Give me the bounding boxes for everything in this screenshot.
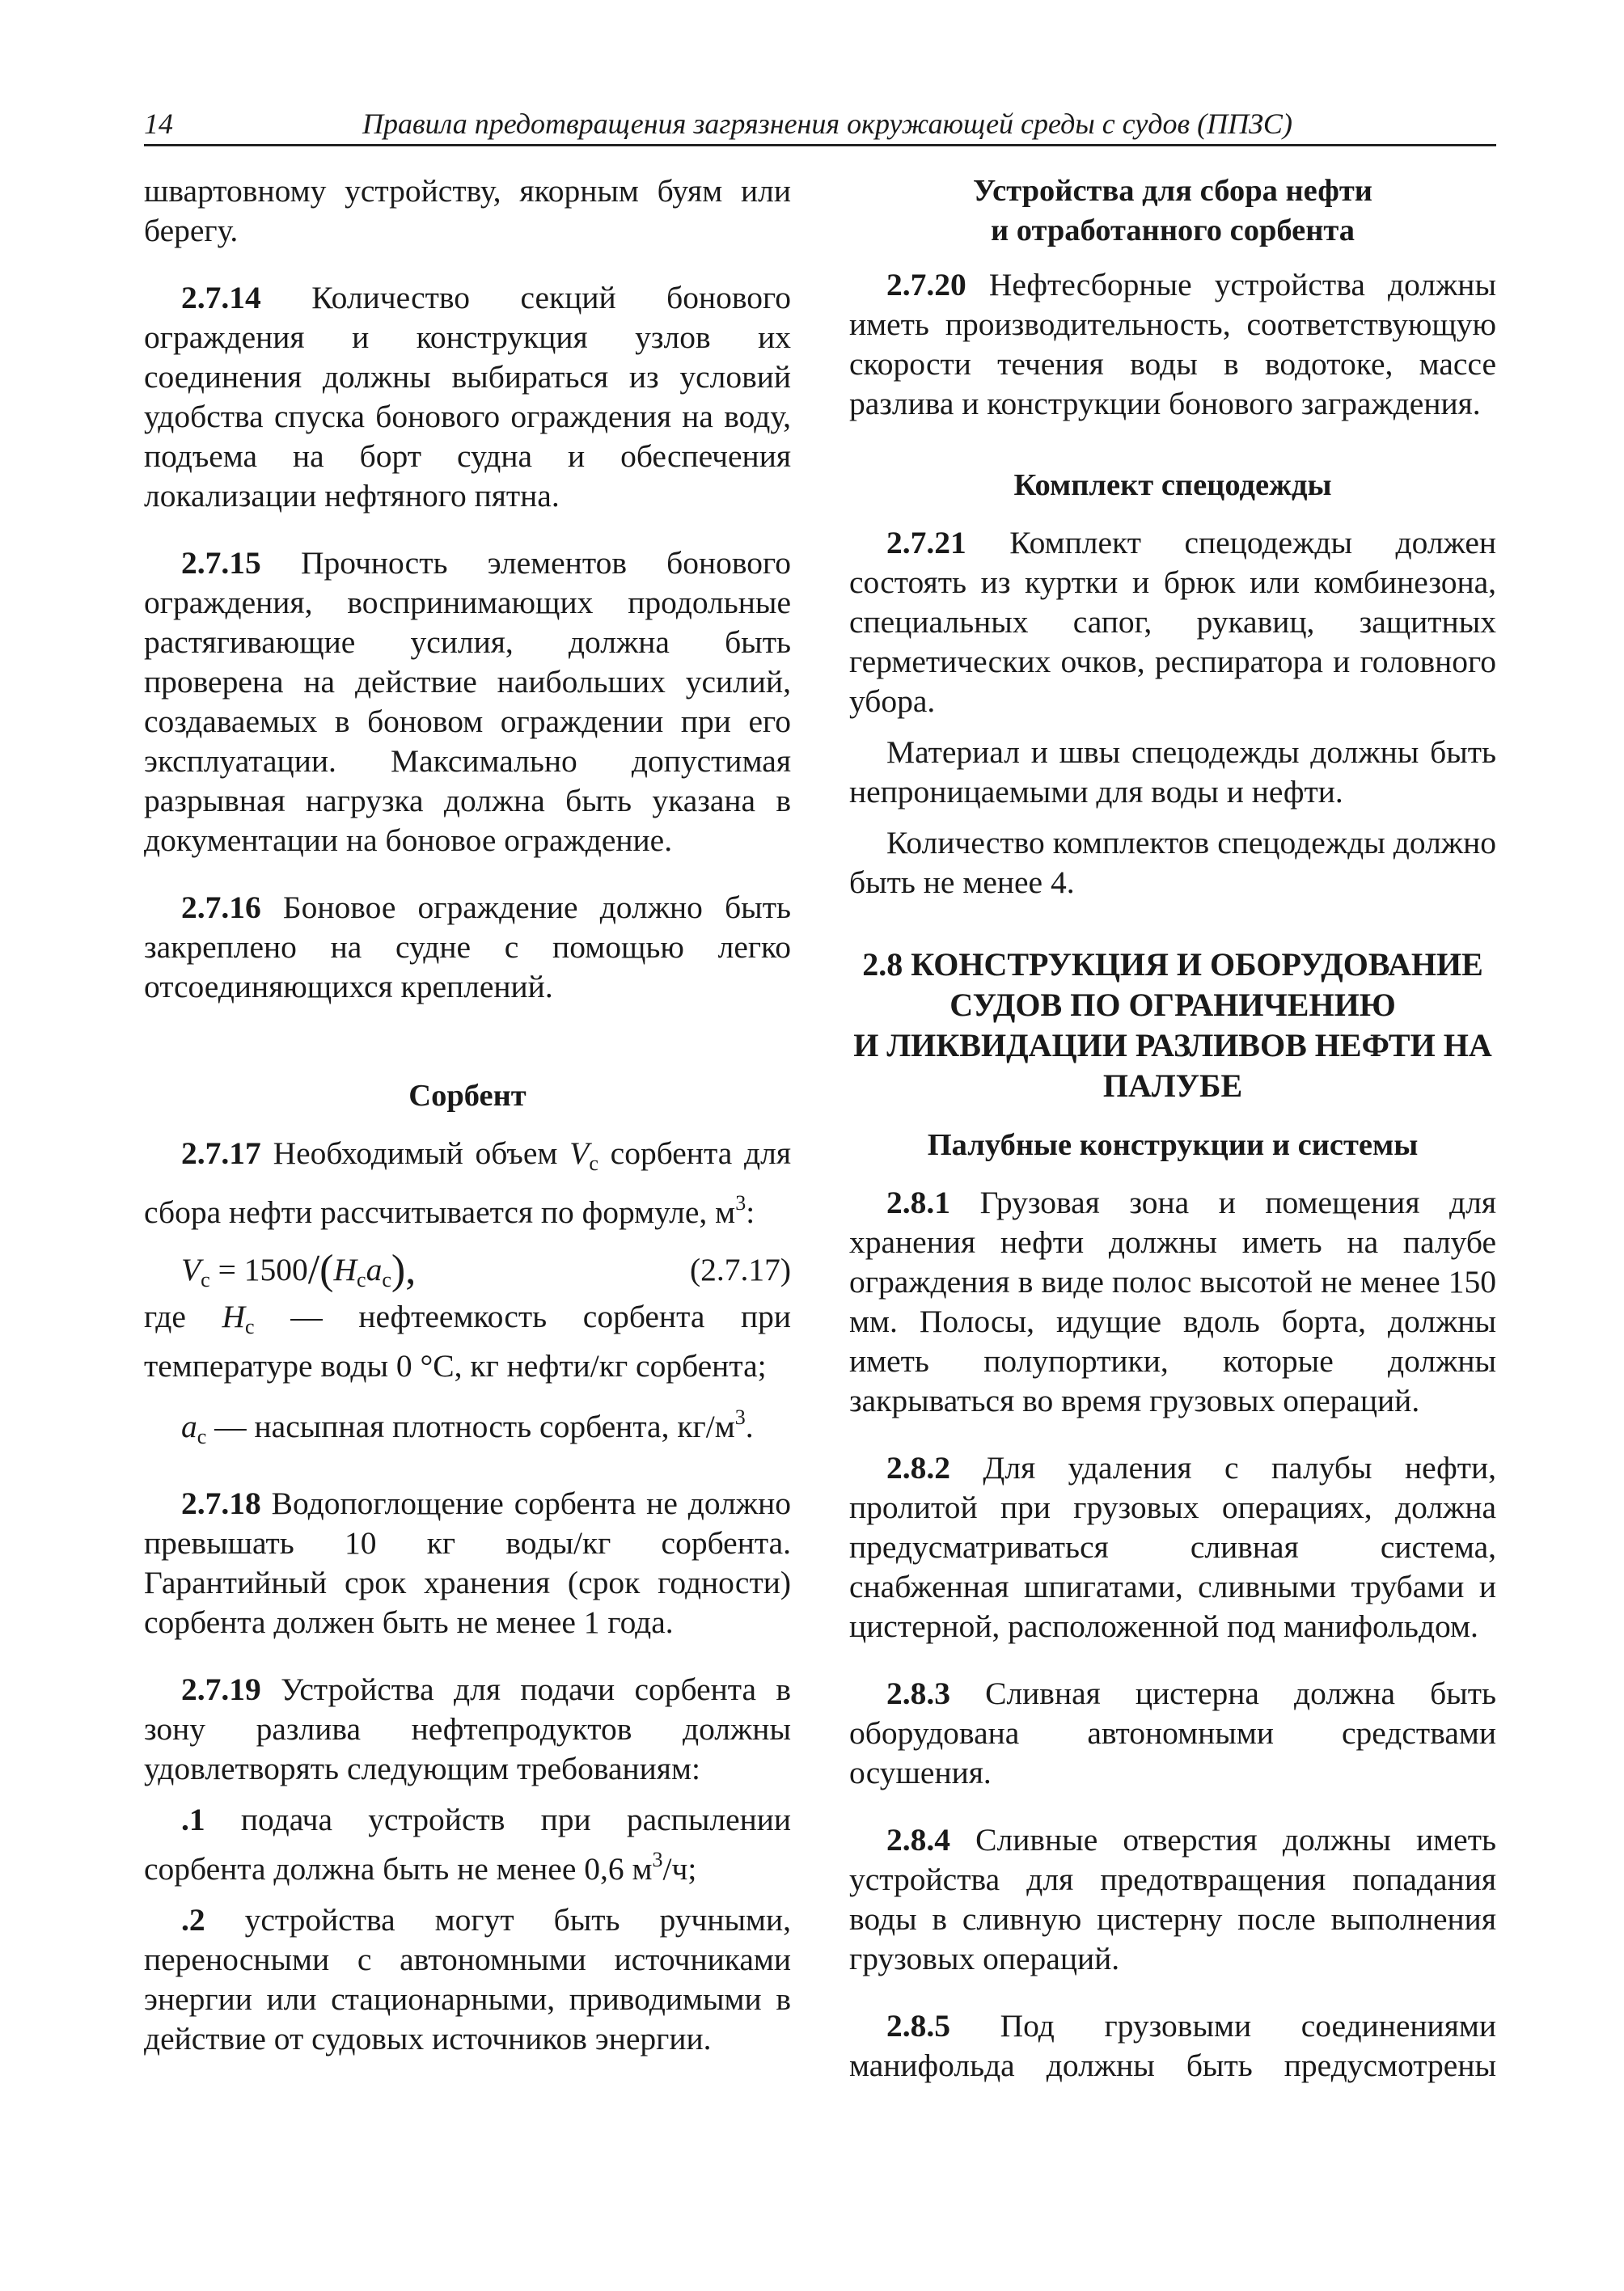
formula-close-paren: ), [391,1247,417,1293]
explanation-text: — нефтеемкость сорбента при температуре воды 0 °С, кг нефти/кг сорбента; [144,1299,792,1384]
formula-expression [181,1247,417,1300]
formula-2-7-17 [144,1245,791,1297]
formula-a: a [366,1252,383,1287]
where-prefix: где [144,1299,186,1334]
clause-text: Для удаления с палубы нефти, пролитой при грузовых операциях, должна предусматриваться сливная система, снабженная шпигатами, сливными трубами и цистерной, расположенной под манифольдом. [849,1450,1496,1644]
section-line: 2.8 КОНСТРУКЦИЯ И ОБОРУДОВАНИЕ [862,946,1483,983]
running-header [144,104,1496,146]
variable-h: H [222,1299,246,1334]
subscript: с [589,1152,598,1175]
clause-text: Необходимый объем [273,1135,558,1171]
paragraph-2-7-17 [144,1134,791,1232]
paragraph-2-7-16 [144,888,791,1007]
formula-slash: / [307,1247,320,1293]
clause-text: Устройства для подачи сорбента в зону разлива нефтепродуктов должны удовлетворять следующим требованиям: [144,1672,792,1786]
variable-v: V [569,1135,590,1171]
formula-h: H [333,1252,357,1287]
list-item-1 [144,1800,791,1889]
heading-deck-structures: Палубные конструкции и системы [927,1128,1419,1162]
superscript: 3 [735,1191,746,1215]
clause-text: Под грузовыми соединениями манифольда должны быть предусмотрены [849,2008,1496,2083]
formula-eq: = 1500 [218,1252,308,1287]
clause-text: Количество секций бонового ограждения и конструкция узлов их соединения должны выбираться из условий удобства спуска бонового ограждения на воду, подъема на борт судна и обеспечения локализации нефтяного пятна. [144,280,791,514]
formula-explanation-h [144,1297,791,1386]
clause-number: 2.7.16 [181,890,261,925]
punctuation: . [745,1409,754,1444]
clause-number: 2.8.4 [886,1822,950,1858]
clause-text: Боновое ограждение должно быть закреплено на судне с помощью легко отсоединяющихся креплений. [144,890,791,1004]
paragraph-continuation: швартовному устройству, якорным буям или берегу. [144,173,791,248]
item-text: устройства могут быть ручными, переносными с автономными источниками энергии или стационарными, приводимыми в действие от судовых источников энергии. [144,1902,792,2056]
item-text-end: /ч; [662,1851,697,1887]
punctuation: : [746,1194,755,1230]
formula-h-sub: с [357,1268,366,1291]
heading-line: и отработанного сорбента [990,213,1355,247]
clause-number: 2.8.2 [886,1450,950,1486]
paragraph-2-8-4 [849,1820,1496,1979]
paragraph-2-7-21 [849,523,1496,721]
paragraph-2-7-15 [144,543,791,860]
heading-clothing: Комплект спецодежды [1013,468,1332,502]
section-heading-2-8 [849,945,1496,1106]
item-number: .1 [181,1802,205,1837]
left-column [144,171,791,2059]
formula-explanation-a [144,1397,791,1456]
list-item-2 [144,1900,791,2059]
clause-text: сорбента для сбора нефти рассчитывается по формуле, м [144,1135,792,1230]
running-title: Правила предотвращения загрязнения окружающей среды с судов (ППЗС) [362,108,1292,140]
paragraph-2-7-19 [144,1670,791,1789]
variable-a: a [181,1409,197,1444]
heading-line: Устройства для сбора нефти [973,174,1372,208]
clause-number: 2.8.3 [886,1676,950,1711]
section-line: ПАЛУБЕ [1102,1067,1243,1104]
paragraph-2-7-21-c: Количество комплектов спецодежды должно быть не менее 4. [849,825,1496,900]
clause-number: 2.7.14 [181,280,261,315]
formula-number: (2.7.17) [689,1252,791,1287]
formula-lhs-sub: с [201,1268,210,1291]
clause-text: Нефтесборные устройства должны иметь производительность, соответствующую скорости течения воды в водотоке, массе разлива и конструкции бонового заграждения. [849,267,1496,421]
clause-text: Грузовая зона и помещения для хранения нефти должны иметь на палубе ограждения в виде полос высотой не менее 150 мм. Полосы, идущие вдоль борта, должны иметь полупортики, которые должны закрываться во время грузовых операций. [849,1185,1497,1418]
paragraph-2-8-1 [849,1183,1496,1421]
clause-number: 2.8.1 [886,1185,950,1220]
formula-lhs: V [181,1252,201,1287]
clause-text: Водопоглощение сорбента не должно превышать 10 кг воды/кг сорбента. Гарантийный срок хранения (срок годности) сорбента должен быть не менее 1 года. [144,1486,791,1640]
item-number: .2 [181,1902,205,1938]
paragraph-2-8-2 [849,1448,1496,1646]
page-number: 14 [144,108,173,140]
paragraph-2-8-5 [849,2006,1496,2086]
clause-number: 2.7.15 [181,545,261,581]
heading-sorbent: Сорбент [408,1079,527,1113]
clause-number: 2.7.17 [181,1135,261,1171]
clause-text: Прочность элементов бонового ограждения, воспринимающих продольные растягивающие усилия, должна быть проверена на действие наибольших усилий, создаваемых в боновом ограждении при его эксплуатации. Максимально допустимая разрывная нагрузка должна быть указана в документации на боновое ограждение. [144,545,791,858]
formula-open-paren: ( [319,1247,334,1293]
clause-number: 2.7.19 [181,1672,261,1707]
paragraph-2-7-20 [849,265,1496,424]
paragraph-2-8-3 [849,1674,1496,1793]
superscript: 3 [734,1405,746,1429]
paragraph-2-7-18 [144,1484,791,1642]
clause-number: 2.7.21 [886,525,966,560]
clause-number: 2.8.5 [886,2008,950,2044]
clause-number: 2.7.20 [886,267,966,302]
item-text: подача устройств при распылении сорбента должна быть не менее 0,6 м [144,1802,792,1887]
clause-text: Сливная цистерна должна быть оборудована автономными средствами осушения. [849,1676,1496,1790]
clause-number: 2.7.18 [181,1486,261,1521]
clause-text: Комплект спецодежды должен состоять из куртки и брюк или комбинезона, специальных сапог, рукавиц, защитных герметических очков, респиратора и головного убора. [849,525,1496,719]
subscript: с [197,1425,207,1448]
paragraph-2-7-14 [144,278,791,516]
formula-a-sub: с [382,1268,391,1291]
superscript: 3 [652,1848,663,1871]
section-line: И ЛИКВИДАЦИИ РАЗЛИВОВ НЕФТИ НА [853,1027,1492,1063]
explanation-text: — насыпная плотность сорбента, кг/м [214,1409,735,1444]
heading-devices [849,171,1496,251]
clause-text: Сливные отверстия должны иметь устройства для предотвращения попадания воды в сливную цистерну после выполнения грузовых операций. [849,1822,1496,1976]
right-column [849,171,1496,2086]
paragraph-2-7-21-b: Материал и швы спецодежды должны быть непроницаемыми для воды и нефти. [849,734,1496,809]
subscript: с [245,1315,255,1338]
section-line: СУДОВ ПО ОГРАНИЧЕНИЮ [949,987,1396,1023]
